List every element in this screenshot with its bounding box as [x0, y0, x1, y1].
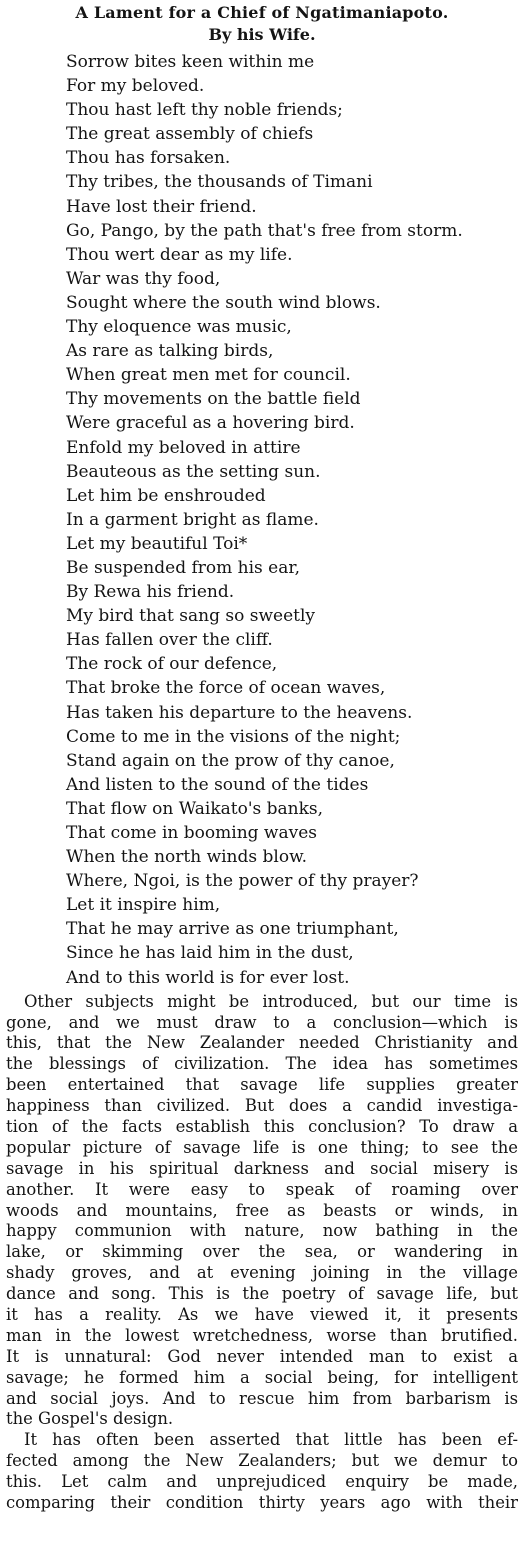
text-line: shady groves, and at evening joining in the village	[6, 1263, 518, 1283]
paragraph	[6, 992, 518, 1431]
poem-line: Stand again on the prow of thy canoe,	[66, 750, 395, 771]
poem-line: Thy tribes, the thousands of Timani	[66, 172, 373, 193]
text-line: happy communion with nature, now bathing in the	[6, 1221, 518, 1241]
text-line: man in the lowest wretchedness, worse than brutified.	[6, 1325, 518, 1345]
poem-line: Go, Pango, by the path that's free from storm.	[66, 220, 463, 241]
paragraph	[6, 1430, 518, 1514]
text-line: this, that the New Zealander needed Christianity and	[6, 1033, 518, 1053]
poem-line: Were graceful as a hovering bird.	[66, 413, 355, 434]
poem-line: Thou hast left thy noble friends;	[66, 100, 343, 121]
poem-line: And to this world is for ever lost.	[66, 967, 350, 988]
text-line: savage in his spiritual darkness and social misery is	[6, 1158, 518, 1178]
poem-line: My bird that sang so sweetly	[66, 606, 316, 627]
poem-line: Thou wert dear as my life.	[66, 244, 293, 265]
text-line: another. It were easy to speak of roaming over	[6, 1179, 518, 1199]
text-line: savage; he formed him a social being, for intelligent	[6, 1367, 518, 1387]
text-line: happiness than civilized. But does a candid investiga-	[6, 1096, 518, 1116]
poem-line: Let him be enshrouded	[66, 485, 266, 506]
poem-line: When great men met for council.	[66, 365, 351, 386]
text-line: lake, or skimming over the sea, or wandering in	[6, 1242, 518, 1262]
poem-line: When the north winds blow.	[66, 847, 308, 868]
poem-line: Come to me in the visions of the night;	[66, 726, 401, 747]
text-line: dance and song. This is the poetry of savage life, but	[6, 1284, 518, 1304]
title-line: A Lament for a Chief of Ngatimaniapoto.	[75, 3, 449, 22]
text-line: popular picture of savage life is one thing; to see the	[6, 1137, 518, 1157]
poem-line: Has fallen over the cliff.	[66, 630, 273, 651]
text-line: It has often been asserted that little has been ef-	[24, 1430, 518, 1450]
text-line: the Gospel's design.	[6, 1409, 174, 1429]
poem-line: That broke the force of ocean waves,	[66, 678, 386, 699]
poem-line: Enfold my beloved in attire	[66, 437, 301, 458]
poem-line: Sought where the south wind blows.	[66, 292, 381, 313]
poem-line: Sorrow bites keen within me	[66, 52, 315, 72]
text-line: tion of the facts establish this conclusion? To draw a	[6, 1117, 518, 1136]
text-line: it has a reality. As we have viewed it, it presents	[6, 1305, 518, 1325]
poem	[6, 50, 518, 990]
poem-line: That he may arrive as one triumphant,	[66, 919, 399, 940]
poem-line: Thou has forsaken.	[66, 148, 231, 169]
poem-line: Have lost their friend.	[66, 196, 257, 217]
text-line: the blessings of civilization. The idea has sometimes	[6, 1054, 518, 1074]
text-line: comparing their condition thirty years ago with their	[6, 1493, 518, 1513]
text-line: been entertained that savage life supplies greater	[6, 1075, 518, 1095]
poem-line: In a garment bright as flame.	[66, 509, 319, 530]
poem-line: By Rewa his friend.	[66, 582, 235, 603]
poem-line: Beauteous as the setting sun.	[66, 461, 321, 482]
poem-line: Let my beautiful Toi*	[66, 533, 248, 554]
poem-line: Thy eloquence was music,	[66, 317, 292, 338]
poem-line: Since he has laid him in the dust,	[66, 943, 354, 964]
text-line: woods and mountains, free as beasts or winds, in	[6, 1200, 518, 1220]
text-line: this. Let calm and unprejudiced enquiry be made,	[6, 1472, 518, 1492]
poem-line: Be suspended from his ear,	[66, 557, 301, 578]
poem-line: For my beloved.	[66, 76, 205, 97]
poem-line: That flow on Waikato's banks,	[66, 798, 324, 819]
poem-line: And listen to the sound of the tides	[66, 774, 369, 795]
poem-line: That come in booming waves	[66, 823, 318, 843]
poem-line: Where, Ngoi, is the power of thy prayer?	[66, 871, 419, 892]
poem-line: The rock of our defence,	[66, 654, 278, 675]
poem-line: Thy movements on the battle field	[66, 389, 361, 410]
poem-line: Has taken his departure to the heavens.	[66, 702, 413, 723]
poem-line: As rare as talking birds,	[66, 341, 274, 362]
text-line: Other subjects might be introduced, but our time is	[24, 991, 518, 1011]
article-title	[6, 2, 518, 24]
text-line: and social joys. And to rescue him from barbarism is	[6, 1388, 518, 1408]
byline: By his Wife.	[208, 25, 316, 44]
text-line: fected among the New Zealanders; but we demur to	[6, 1451, 518, 1471]
poem-line: War was thy food,	[66, 268, 221, 289]
text-line: gone, and we must draw to a conclusion—which is	[6, 1012, 518, 1032]
text-line: It is unnatural: God never intended man to exist a	[6, 1346, 518, 1366]
poem-line: Let it inspire him,	[66, 895, 221, 916]
poem-line: The great assembly of chiefs	[66, 124, 314, 145]
prose-body	[6, 992, 518, 1514]
